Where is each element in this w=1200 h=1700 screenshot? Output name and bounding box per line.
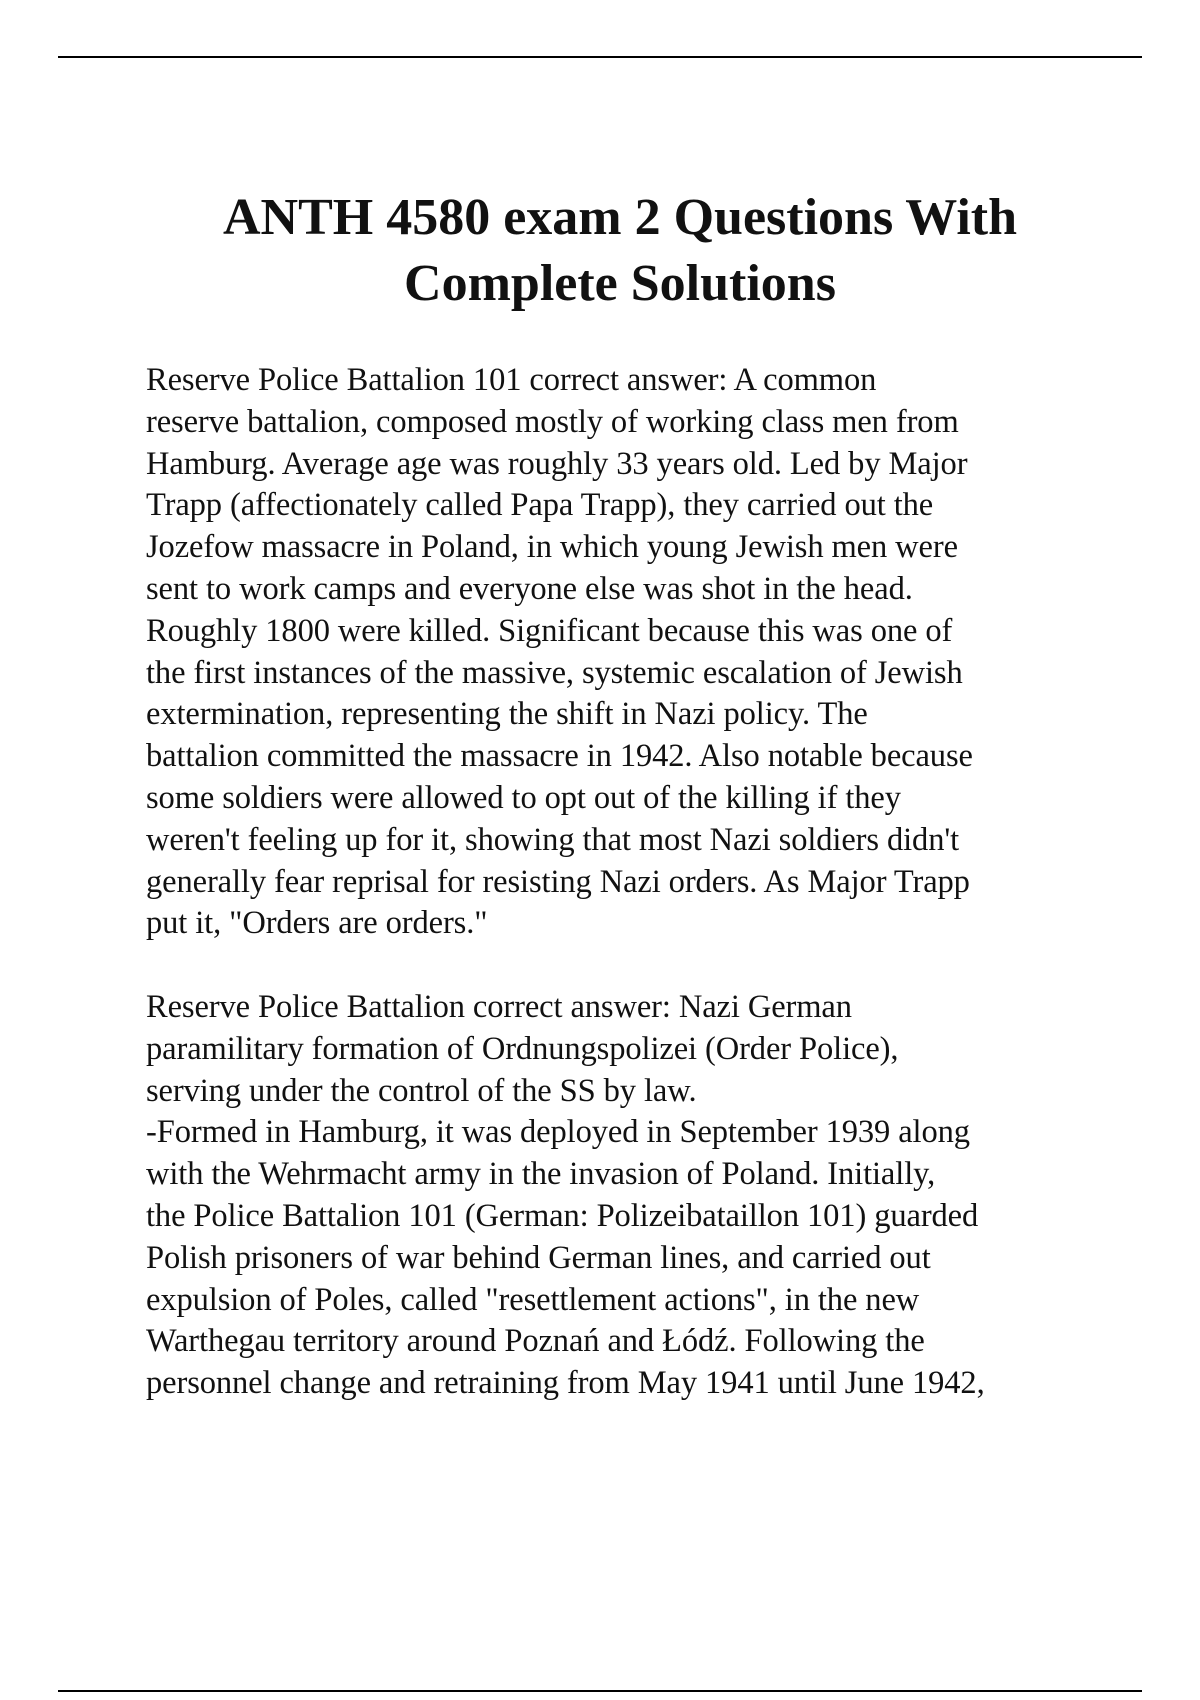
text-line: -Formed in Hamburg, it was deployed in September 1939 along <box>146 1114 970 1151</box>
document-title <box>100 185 1140 317</box>
text-line: Jozefow massacre in Poland, in which young Jewish men were <box>146 529 958 566</box>
text-line: Polish prisoners of war behind German lines, and carried out <box>146 1239 931 1276</box>
top-divider <box>58 56 1142 58</box>
text-line: Hamburg. Average age was roughly 33 years old. Led by Major <box>146 445 968 482</box>
title-line: ANTH 4580 exam 2 Questions With <box>222 189 1018 246</box>
text-line: battalion committed the massacre in 1942. Also notable because <box>146 738 973 775</box>
text-line: the first instances of the massive, systemic escalation of Jewish <box>146 654 963 691</box>
text-line: expulsion of Poles, called "resettlement actions", in the new <box>146 1281 920 1318</box>
qa-entry-reserve-police-battalion <box>146 987 1106 1405</box>
text-line: paramilitary formation of Ordnungspolizei (Order Police), <box>146 1030 899 1067</box>
text-line: some soldiers were allowed to opt out of the killing if they <box>146 779 901 816</box>
text-line: sent to work camps and everyone else was shot in the head. <box>146 570 913 607</box>
title-line: Complete Solutions <box>404 255 836 312</box>
text-line: weren't feeling up for it, showing that most Nazi soldiers didn't <box>146 821 960 858</box>
text-line: put it, "Orders are orders." <box>146 905 488 942</box>
text-line: Trapp (affectionately called Papa Trapp), they carried out the <box>146 487 934 524</box>
text-line: Reserve Police Battalion correct answer: Nazi German <box>146 988 852 1025</box>
text-line: extermination, representing the shift in Nazi policy. The <box>146 696 868 733</box>
bottom-divider <box>58 1690 1142 1692</box>
text-line: reserve battalion, composed mostly of working class men from <box>146 403 959 440</box>
document-body <box>146 360 1106 1405</box>
text-line: Reserve Police Battalion 101 correct answer: A common <box>146 362 877 398</box>
text-line: with the Wehrmacht army in the invasion of Poland. Initially, <box>146 1156 936 1193</box>
text-line: generally fear reprisal for resisting Nazi orders. As Major Trapp <box>146 863 970 900</box>
text-line: personnel change and retraining from May 1941 until June 1942, <box>146 1365 985 1402</box>
qa-entry-battalion-101 <box>146 360 1106 945</box>
text-line: the Police Battalion 101 (German: Polizeibataillon 101) guarded <box>146 1197 979 1234</box>
text-line: Roughly 1800 were killed. Significant because this was one of <box>146 612 953 649</box>
text-line: Warthegau territory around Poznań and Łódź. Following the <box>146 1323 925 1360</box>
text-line: serving under the control of the SS by law. <box>146 1072 697 1109</box>
